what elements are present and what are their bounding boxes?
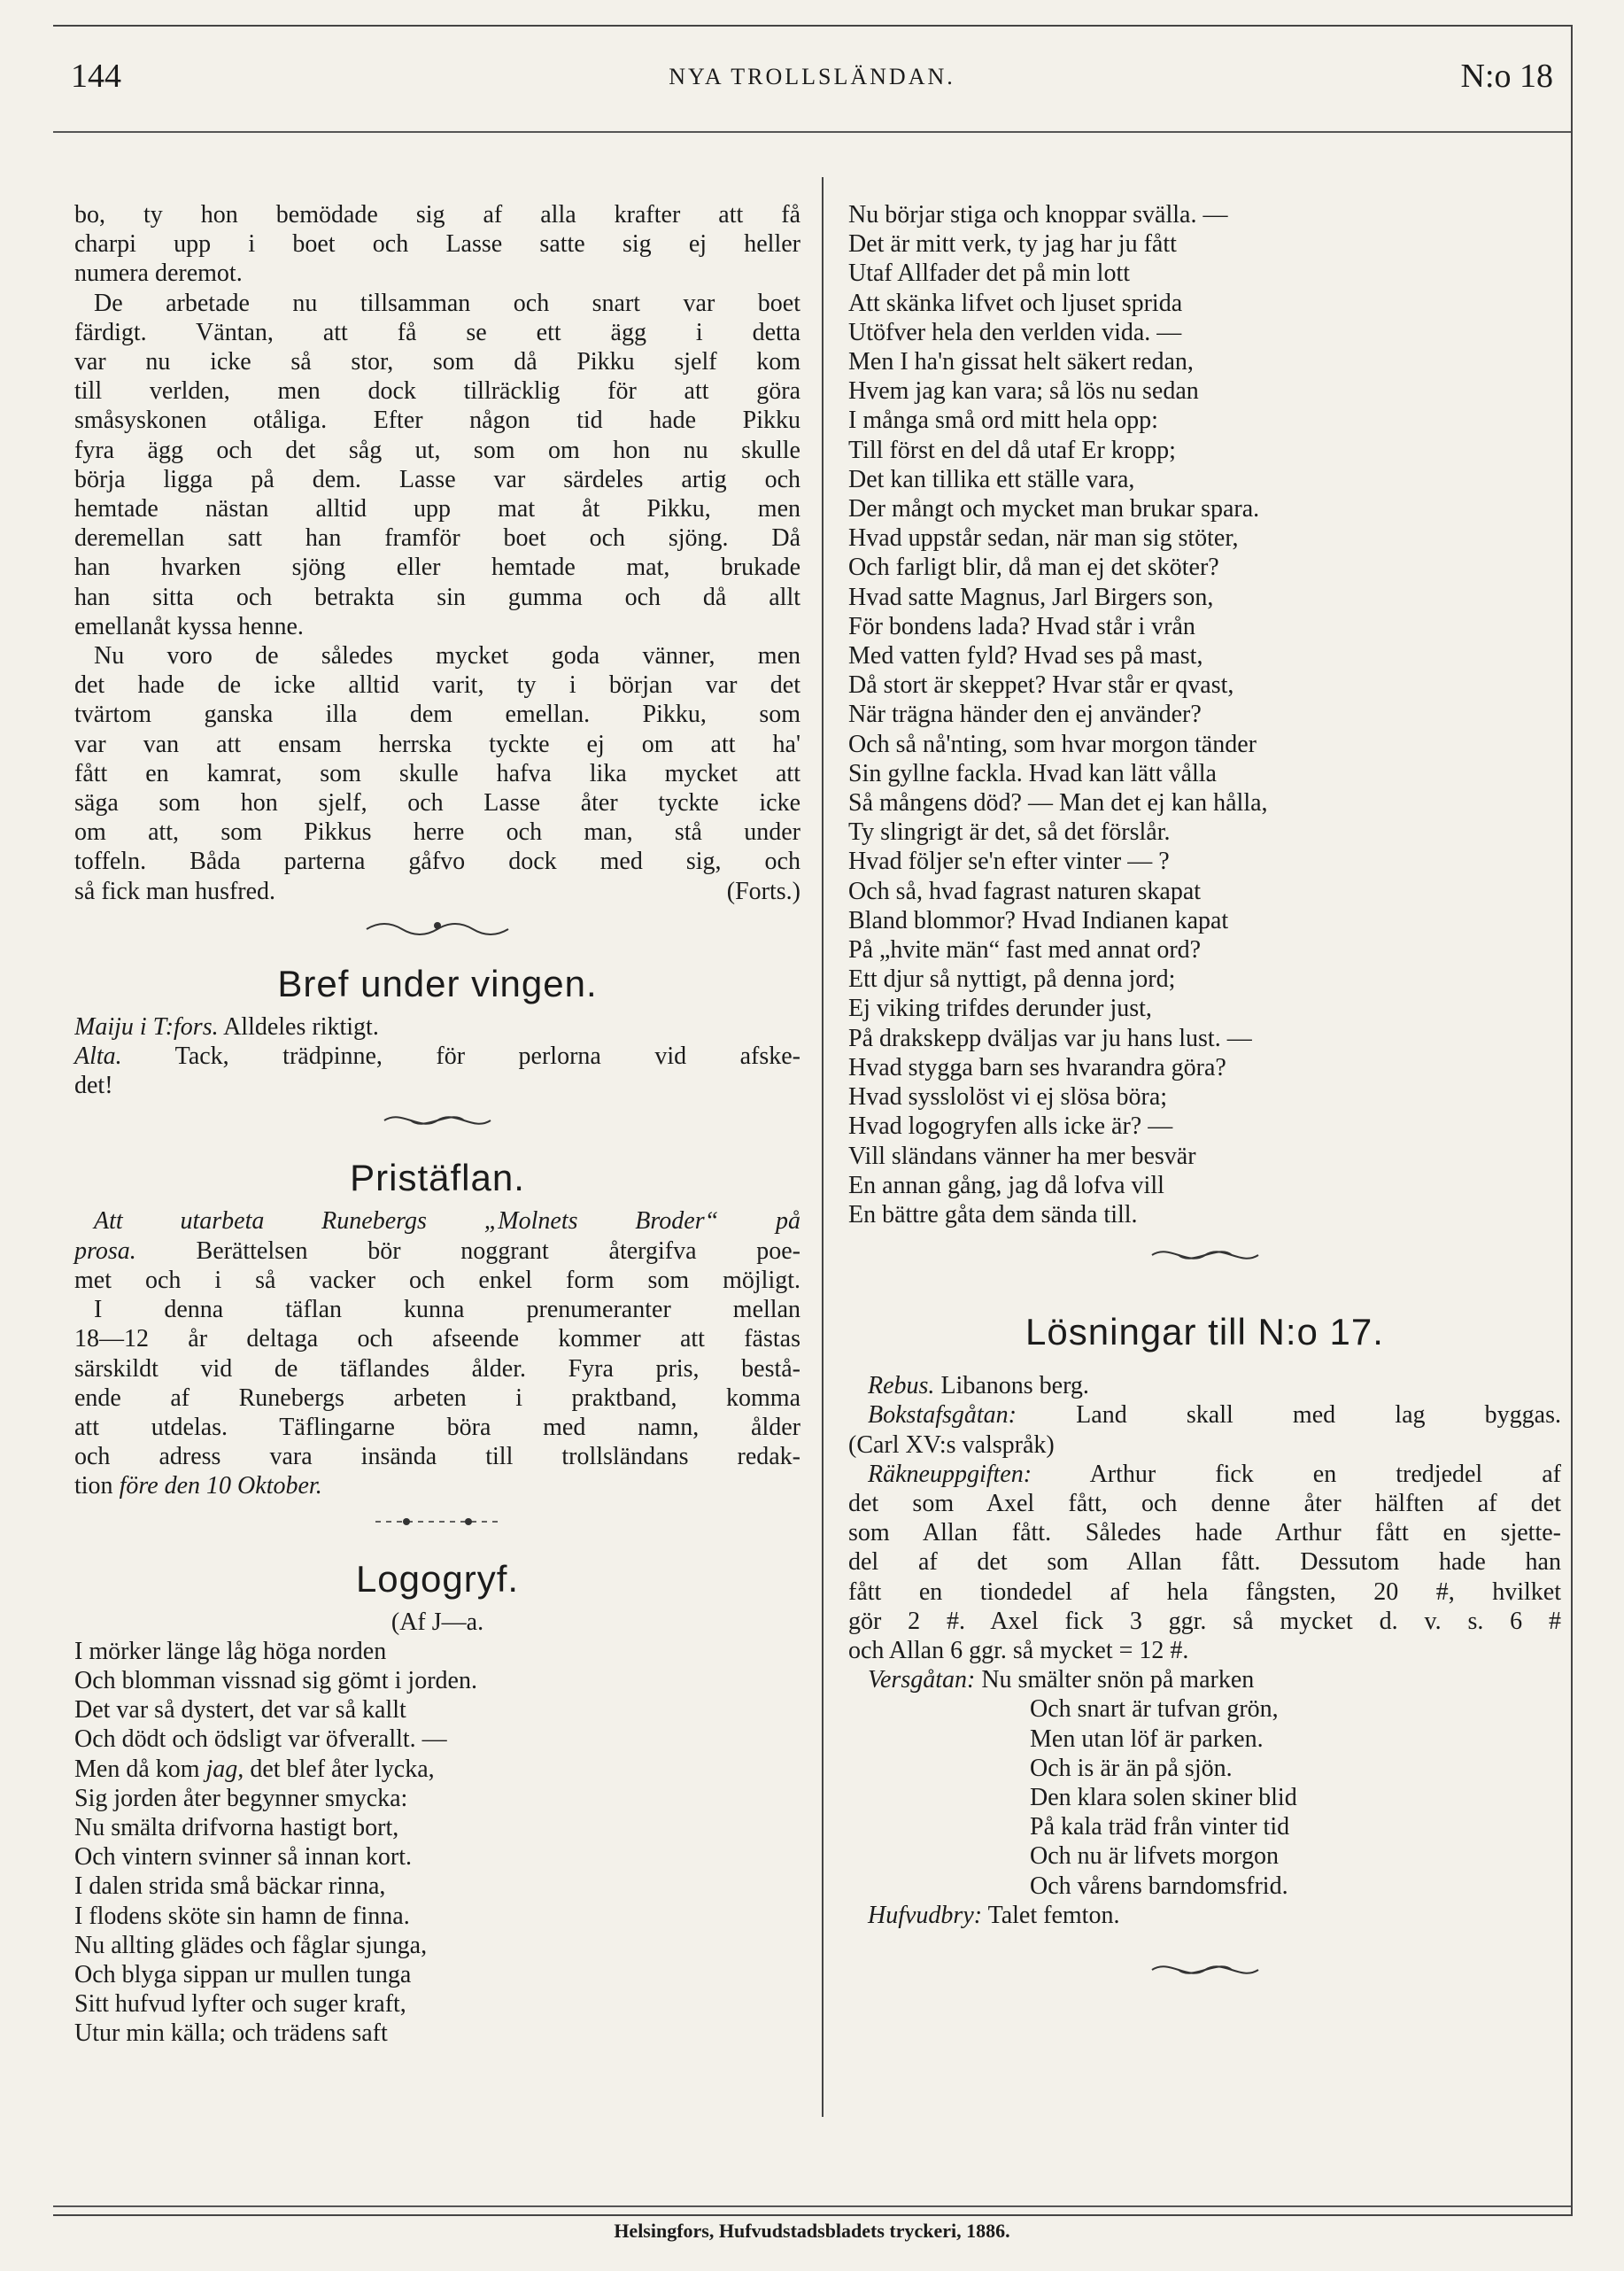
poem-line: Ej viking trifdes derunder just, (848, 995, 1152, 1023)
rakne-text-1: Arthur fick en tredjedel af (1089, 1460, 1561, 1488)
poem-line: Så mångens död? — Man det ej kan hålla, (848, 789, 1268, 818)
logo2-line: Sig jorden åter begynner smycka: (74, 1784, 408, 1812)
story-line: om att, som Pikkus herre och man, stå under (74, 818, 800, 847)
poem-line: Hvad logogryfen alls icke är? — (848, 1112, 1173, 1141)
ornament-dots-1 (74, 1508, 800, 1544)
losningar-heading: Lösningar till N:o 17. (1025, 1311, 1384, 1353)
ornament-flourish-2 (848, 1242, 1561, 1277)
story-line: deremellan satt han framför boet och sjöng. Då (74, 524, 800, 553)
story-line: hemtade nästan alltid upp mat åt Pikku, men (74, 495, 800, 523)
poem-line: Hvem jag kan vara; så lös nu sedan (848, 377, 1199, 406)
vers-line: Och is är än på sjön. (1030, 1754, 1233, 1782)
poem-line: Då stort är skeppet? Hvar står er qvast, (848, 671, 1234, 700)
poem-line: Hvad uppstår sedan, när man sig stöter, (848, 524, 1239, 553)
story-line: Nu voro de således mycket goda vänner, men (94, 642, 800, 670)
bref-reply-1 (74, 1012, 800, 1042)
logo1-line: I mörker länge låg höga norden (74, 1637, 387, 1665)
vers-answer (848, 1665, 1561, 1694)
story-line: fått en kamrat, som skulle hafva lika mycket att (74, 759, 800, 787)
vers-lines (848, 1694, 1561, 1900)
pris-line: 18—12 år deltaga och afseende kommer att fästas (74, 1325, 800, 1353)
poem-line: Men I ha'n gissat helt säkert redan, (848, 348, 1194, 376)
story-line: säga som hon sjelf, och Lasse åter tyckte icke (74, 789, 800, 818)
journal-title: NYA TROLLSLÄNDAN. (669, 64, 955, 89)
story-line: han sitta och betrakta sin gumma och då allt (74, 583, 800, 611)
rebus-label: Rebus. (868, 1372, 935, 1400)
logo-jag: jag, (205, 1755, 244, 1783)
forts-label: (Forts.) (726, 877, 800, 905)
rak-line: fått en tiondedel af hela fångsten, 20 #, hvilket (848, 1577, 1561, 1606)
logo-jag-pre: Men då kom (74, 1755, 200, 1783)
story-end-line (74, 877, 800, 906)
logo1-line: Och blomman vissnad sig gömt i jorden. (74, 1666, 477, 1694)
poem-line: Utaf Allfader det på min lott (848, 260, 1131, 288)
poem-line: Med vatten fyld? Hvad ses på mast, (848, 642, 1203, 670)
poem-line: Ty slingrigt är det, så det förslår. (848, 818, 1171, 847)
bokstaf-label: Bokstafsgåtan: (868, 1401, 1017, 1430)
logo2-line: I dalen strida små bäckar rinna, (74, 1872, 386, 1901)
ornament-swirl-1 (74, 913, 800, 949)
poem-line: Hvad satte Magnus, Jarl Birgers son, (848, 583, 1214, 611)
poem-line: Utöfver hela den verlden vida. — (848, 318, 1182, 346)
logo-byline: (Af J—a. (391, 1608, 484, 1636)
logogryf-continuation (848, 200, 1561, 1229)
vers-line: Men utan löf är parken. (1030, 1725, 1264, 1753)
poem-line: Hvad följer se'n efter vinter — ? (848, 848, 1170, 876)
poem-line: Och så nå'nting, som hvar morgon tänder (848, 730, 1257, 758)
story-line: charpi upp i boet och Lasse satte sig ej heller (74, 230, 800, 259)
bref-2-name: Alta. (74, 1042, 122, 1071)
pris-line: I denna täflan kunna prenumeranter mellan (94, 1296, 800, 1324)
logo2-line: Nu allting glädes och fåglar sjunga, (74, 1931, 428, 1959)
bref-1-text: Alldeles riktigt. (223, 1012, 379, 1041)
story-line: fyra ägg och det såg ut, som om hon nu skulle (74, 436, 800, 464)
bref-reply-2 (74, 1042, 800, 1071)
logo-heading: Logogryf. (355, 1557, 520, 1600)
rebus-text: Libanons berg. (940, 1372, 1089, 1400)
pris-intro: Att utarbeta Runebergs „Molnets Broder“ på (94, 1207, 800, 1236)
logo2-line: Sitt hufvud lyfter och suger kraft, (74, 1990, 406, 2019)
header-rule (53, 131, 1571, 133)
logo2-line: Och blyga sippan ur mullen tunga (74, 1960, 412, 1988)
rak-line: som Allan fått. Således hade Arthur fått en sjette- (848, 1519, 1561, 1547)
poem-line: En bättre gåta dem sända till. (848, 1200, 1138, 1229)
pris-deadline: före den 10 Oktober. (119, 1472, 322, 1500)
poem-line: Hvad stygga barn ses hvarandra göra? (848, 1053, 1226, 1081)
pris-line-2 (74, 1236, 800, 1266)
vers-line: Och snart är tufvan grön, (1030, 1695, 1279, 1724)
poem-line: En annan gång, jag då lofva vill (848, 1171, 1164, 1199)
pris-line: ende af Runebergs arbeten i praktband, komma (74, 1384, 800, 1412)
story-line: färdigt. Väntan, att få se ett ägg i detta (74, 318, 800, 346)
pris-rest1: Berättelsen bör noggrant återgifva poe- (196, 1236, 801, 1265)
poem-line: Att skänka lifvet och ljuset sprida (848, 289, 1183, 317)
poem-line: Och farligt blir, då man ej det sköter? (848, 554, 1219, 582)
pris-body (74, 1266, 800, 1471)
hufvudbry-label: Hufvudbry: (868, 1901, 983, 1929)
rakne-body (848, 1489, 1561, 1636)
story-line: var nu icke så stor, som då Pikku sjelf kom (74, 348, 800, 376)
story-line: numera deremot. (74, 260, 243, 288)
poem-line: I många små ord mitt hela opp: (848, 407, 1158, 435)
bref-2-line1: Tack, trädpinne, för perlorna vid afske- (174, 1042, 800, 1071)
bokstaf-text-2: (Carl XV:s valspråk) (848, 1430, 1055, 1459)
pris-line: särskildt vid de täflandes ålder. Fyra pris, bestå- (74, 1354, 800, 1383)
pris-line: att utdelas. Täflingarne böra med namn, ålder (74, 1413, 800, 1441)
pris-last-line (74, 1471, 800, 1500)
story-line: emellanåt kyssa henne. (74, 612, 304, 640)
story-line: De arbetade nu tillsamman och snart var boet (94, 289, 800, 317)
poem-line: Der mångt och mycket man brukar spara. (848, 495, 1260, 523)
pris-heading: Pristäflan. (350, 1157, 525, 1199)
right-column (848, 200, 1561, 1999)
pris-line: och adress vara insända till trollsländans redak- (74, 1443, 800, 1471)
story-line: toffeln. Båda parterna gåfvo dock med sig, och (74, 848, 800, 876)
rakne-last: och Allan 6 ggr. så mycket = 12 #. (848, 1636, 1189, 1664)
pris-prosa: prosa. (74, 1236, 136, 1265)
ornament-flourish-3 (848, 1957, 1561, 1992)
poem-line: På „hvite män“ fast med annat ord? (848, 936, 1202, 965)
poem-line: Det kan tillika ett ställe vara, (848, 465, 1135, 493)
vers-line: Den klara solen skiner blid (1030, 1783, 1297, 1811)
page-frame (53, 25, 1573, 2216)
imprint-footer: Helsingfors, Hufvudstadsbladets tryckeri, 1886. (614, 2220, 1010, 2242)
left-column (74, 200, 800, 2049)
poem-line: Hvad sysslolöst vi ej slösa böra; (848, 1083, 1168, 1112)
bref-heading: Bref under vingen. (277, 962, 598, 1004)
story-line: bo, ty hon bemödade sig af alla krafter att få (74, 201, 800, 229)
issue-number: N:o 18 (1460, 58, 1553, 95)
logo2-line: I flodens sköte sin hamn de finna. (74, 1902, 410, 1930)
story-continuation (74, 200, 800, 877)
bottom-rule (53, 2205, 1571, 2207)
story-line: till verlden, men dock tillräcklig för att göra (74, 377, 800, 406)
logo2-line: Och vintern svinner så innan kort. (74, 1843, 413, 1872)
rak-line: del af det som Allan fått. Dessutom hade han (848, 1548, 1561, 1577)
poem-line: Vill sländans vänner ha mer besvär (848, 1142, 1196, 1170)
story-line: det hade de icke alltid varit, ty i början var det (74, 671, 800, 700)
story-line: han hvarken sjöng eller hemtade mat, brukade (74, 554, 800, 582)
bref-2-line2: det! (74, 1072, 113, 1100)
poem-line: Till först en del då utaf Er kropp; (848, 436, 1176, 464)
poem-line: På drakskepp dväljas var ju hans lust. — (848, 1024, 1252, 1052)
poem-line: Och så, hvad fagrast naturen skapat (848, 877, 1202, 905)
pris-last-pre: tion (74, 1472, 113, 1500)
pris-line: met och i så vacker och enkel form som möjligt. (74, 1266, 800, 1294)
story-line: börja ligga på dem. Lasse var särdeles artig och (74, 465, 800, 493)
vers-line: Och nu är lifvets morgon (1030, 1842, 1279, 1871)
poem-line: Ett djur så nyttigt, på denna jord; (848, 965, 1176, 994)
bokstaf-text: Land skall med lag byggas. (1076, 1401, 1561, 1430)
vers-line: Och vårens barndomsfrid. (1030, 1872, 1288, 1900)
logo-verse-1 (74, 1637, 800, 1755)
story-last-line: så fick man husfred. (74, 877, 276, 905)
poem-line: Sin gyllne fackla. Hvad kan lätt vålla (848, 759, 1217, 787)
logo2-line: Nu smälta drifvorna hastigt bort, (74, 1813, 399, 1841)
ornament-flourish-1 (74, 1107, 800, 1143)
logo1-line: Och dödt och ödsligt var öfverallt. — (74, 1725, 447, 1754)
page-number: 144 (71, 58, 121, 95)
poem-line: När trägna händer den ej använder? (848, 701, 1202, 729)
rakne-answer (848, 1460, 1561, 1489)
rak-line: det som Axel fått, och denne åter hälften af det (848, 1489, 1561, 1517)
poem-line: Det är mitt verk, ty jag har ju fått (848, 230, 1177, 259)
logo-verse-2 (74, 1784, 800, 2049)
logo-jag-line (74, 1755, 800, 1784)
column-separator (822, 177, 824, 2117)
vers-line: På kala träd från vinter tid (1030, 1813, 1290, 1841)
poem-line: För bondens lada? Hvad står i vrån (848, 612, 1195, 640)
logo1-line: Det var så dystert, det var så kallt (74, 1696, 406, 1725)
page-header (71, 57, 1553, 110)
story-line: var van att ensam herrska tyckte ej om att ha' (74, 730, 800, 758)
hufvudbry-text: Talet femton. (987, 1901, 1120, 1929)
rak-line: gör 2 #. Axel fick 3 ggr. så mycket d. v. s. 6 # (848, 1607, 1561, 1635)
rebus-answer (848, 1371, 1561, 1400)
hufvudbry-answer (848, 1901, 1561, 1930)
vers-label: Versgåtan: (868, 1666, 976, 1694)
vers-first: Nu smälter snön på marken (981, 1666, 1255, 1694)
logo-jag-post: det blef åter lycka, (250, 1755, 435, 1783)
story-line: småsyskonen otåliga. Efter någon tid hade Pikku (74, 407, 800, 435)
bref-1-name: Maiju i T:fors. (74, 1012, 219, 1041)
rakne-label: Räkneuppgiften: (868, 1460, 1032, 1488)
bokstaf-answer (848, 1400, 1561, 1430)
logo2-line: Utur min källa; och trädens saft (74, 2019, 388, 2048)
poem-line: Bland blommor? Hvad Indianen kapat (848, 906, 1229, 934)
story-line: tvärtom ganska illa dem emellan. Pikku, som (74, 701, 800, 729)
poem-line: Nu börjar stiga och knoppar svälla. — (848, 201, 1228, 229)
